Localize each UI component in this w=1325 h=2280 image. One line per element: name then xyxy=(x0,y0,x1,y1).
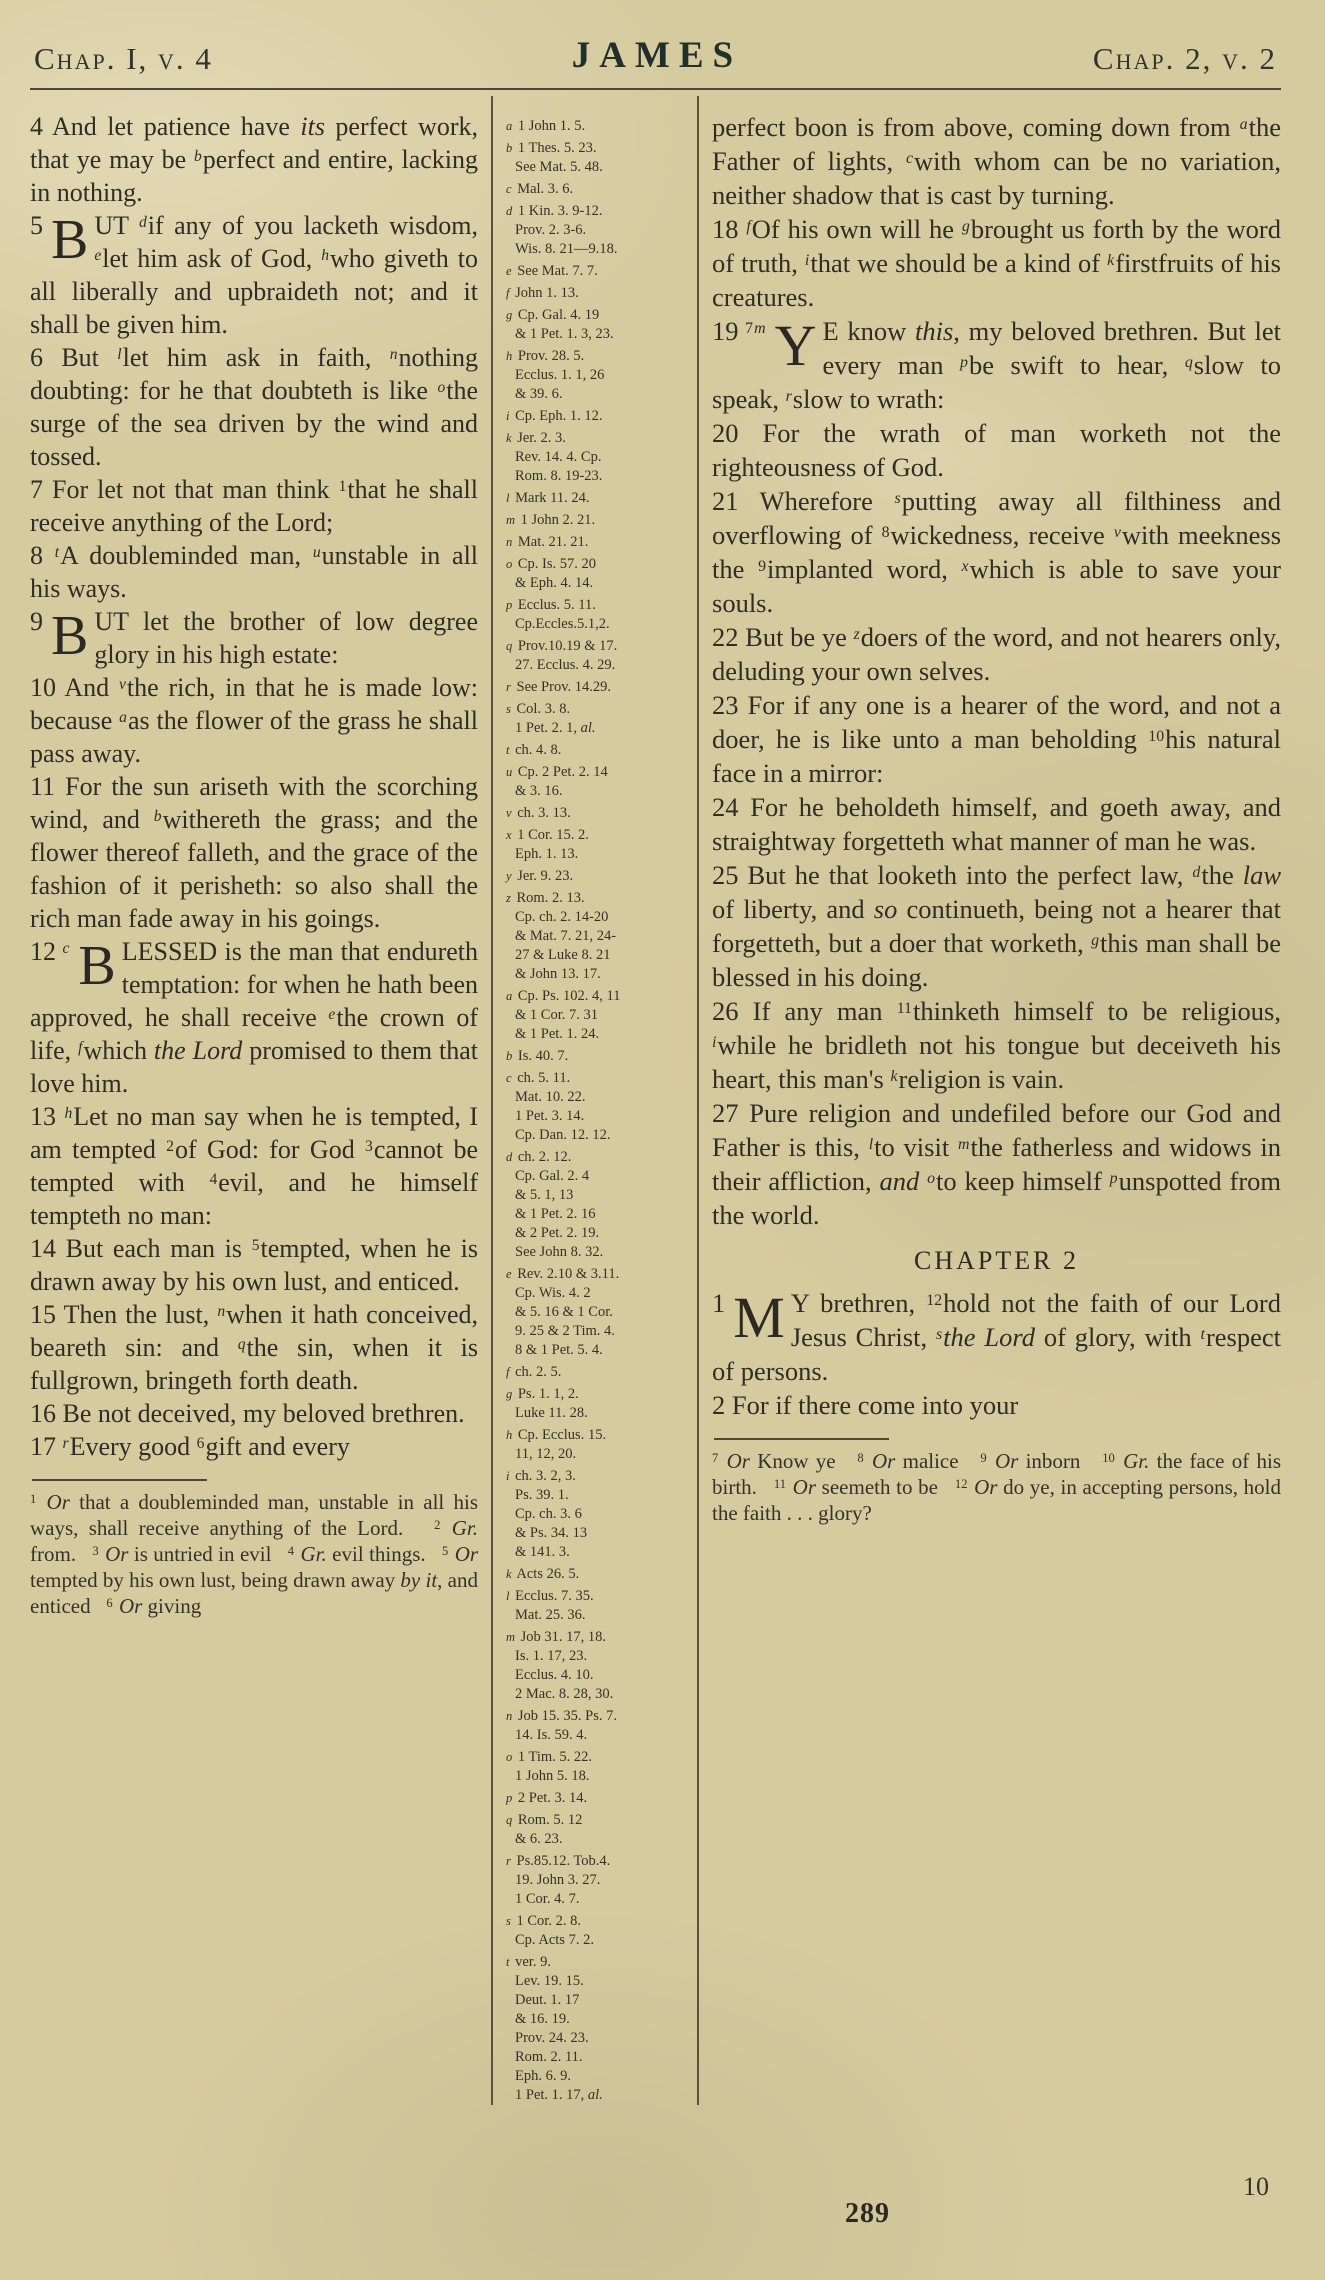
verse-paragraph: 12 $^c$ B LESSED is the man that endureth temptation: for when he hath been approved, he shall receive $^e$the crown of life, $^f$which the Lord promised to them that love him. xyxy=(30,935,478,1098)
cross-reference-line: m Job 31. 17, 18. xyxy=(506,1629,607,1645)
cross-reference-line: Cp. Dan. 12. 12. xyxy=(515,1127,611,1143)
reference-letter: b xyxy=(506,1049,513,1063)
reference-letter: l xyxy=(506,491,510,505)
verse-paragraph: perfect boon is from above, coming down from $^a$the Father of lights, $^c$with whom can be no variation, neither shadow that is cast by turning. xyxy=(712,112,1281,210)
footnote-rule xyxy=(714,1438,889,1440)
verse-paragraph: 24 For he beholdeth himself, and goeth away, and straightway forgetteth what manner of man he was. xyxy=(712,792,1281,856)
reference-letter: h xyxy=(506,1428,513,1442)
reference-letter: s xyxy=(506,702,511,716)
cross-reference-line: a Cp. Ps. 102. 4, 11 xyxy=(506,988,621,1004)
reference-letter: t xyxy=(506,1955,510,1969)
reference-letter: f xyxy=(506,1365,510,1379)
cross-reference-line: x 1 Cor. 15. 2. xyxy=(506,827,589,843)
cross-reference-line: f John 1. 13. xyxy=(506,285,579,301)
cross-reference-line: & 1 Cor. 7. 31 xyxy=(515,1007,598,1023)
reference-letter: d xyxy=(506,1150,513,1164)
verse-paragraph: 9 B UT let the brother of low degree glory in his high estate: xyxy=(30,605,478,669)
cross-reference-line: Ecclus. 1. 1, 26 xyxy=(515,367,605,383)
cross-reference-line: s 1 Cor. 2. 8. xyxy=(506,1913,581,1929)
cross-reference-line: h Prov. 28. 5. xyxy=(506,348,585,364)
drop-cap: B xyxy=(51,209,89,271)
reference-letter: k xyxy=(506,1567,512,1581)
cross-reference-line: Cp. Gal. 2. 4 xyxy=(515,1168,590,1184)
cross-reference-line: t ver. 9. xyxy=(506,1954,551,1970)
cross-reference-line: h Cp. Ecclus. 15. xyxy=(506,1427,607,1443)
cross-reference-line: 1 Cor. 4. 7. xyxy=(515,1891,580,1907)
reference-letter: m xyxy=(506,513,516,527)
cross-reference-line: & Mat. 7. 21, 24- xyxy=(515,928,617,944)
reference-letter: m xyxy=(506,1630,516,1644)
right-footnotes xyxy=(712,1438,1281,1526)
right-verse-text xyxy=(712,110,1281,1422)
cross-reference-line: u Cp. 2 Pet. 2. 14 xyxy=(506,764,608,780)
cross-reference-line: See Mat. 5. 48. xyxy=(515,159,603,175)
footnote-rule xyxy=(32,1479,207,1481)
cross-reference-line: m 1 John 2. 21. xyxy=(506,512,596,528)
right-text-column xyxy=(712,96,1281,2105)
cross-reference-line: 1 Pet. 2. 1, al. xyxy=(515,720,596,736)
page-columns xyxy=(30,96,1281,2105)
cross-reference-line: Eph. 1. 13. xyxy=(515,846,579,862)
verse-paragraph: 8 $^t$A doubleminded man, $^u$unstable in all his ways. xyxy=(30,541,479,603)
verse-paragraph: 18 $^f$Of his own will he $^g$brought us forth by the word of truth, $^i$that we should be a kind of $^k$firstfruits of his creatures. xyxy=(712,214,1282,312)
reference-letter: f xyxy=(506,286,510,300)
cross-reference-line: Deut. 1. 17 xyxy=(515,1992,580,2008)
signature-mark: 10 xyxy=(1243,2172,1269,2201)
left-verse-text xyxy=(30,110,478,1463)
reference-letter: v xyxy=(506,806,512,820)
reference-letter: b xyxy=(506,141,513,155)
cross-reference-line: d ch. 2. 12. xyxy=(506,1149,572,1165)
verse-paragraph: 20 For the wrath of man worketh not the righteousness of God. xyxy=(712,418,1281,482)
cross-reference-line: 14. Is. 59. 4. xyxy=(515,1727,588,1743)
cross-reference-line: Eph. 6. 9. xyxy=(515,2068,571,2084)
cross-reference-line: l Mark 11. 24. xyxy=(506,490,590,506)
left-text-column xyxy=(30,96,478,2105)
reference-letter: i xyxy=(506,1469,510,1483)
reference-letter: x xyxy=(506,828,512,842)
drop-cap: Y xyxy=(774,313,817,378)
cross-reference-line: 2 Mac. 8. 28, 30. xyxy=(515,1686,614,1702)
cross-reference-line: Cp. Acts 7. 2. xyxy=(515,1932,594,1948)
verse-number: 19 $^{7m}$ xyxy=(712,316,766,346)
cross-reference-line: Cp.Eccles.5.1,2. xyxy=(515,616,610,632)
cross-reference-line: y Jer. 9. 23. xyxy=(506,868,574,884)
cross-reference-line: 27. Ecclus. 4. 29. xyxy=(515,657,616,673)
cross-reference-line: 19. John 3. 27. xyxy=(515,1872,601,1888)
reference-letter: o xyxy=(506,1750,513,1764)
cross-reference-line: 11, 12, 20. xyxy=(515,1446,577,1462)
cross-reference-line: & 5. 1, 13 xyxy=(515,1187,574,1203)
cross-reference-line: & 1 Pet. 2. 16 xyxy=(515,1206,596,1222)
cross-reference-line: Rev. 14. 4. Cp. xyxy=(515,449,602,465)
column-divider-left xyxy=(491,96,493,2105)
verse-paragraph: 4 And let patience have its perfect work, that ye may be $^b$perfect and entire, lacking in nothing. xyxy=(30,112,478,207)
cross-reference-line: b Is. 40. 7. xyxy=(506,1048,569,1064)
cross-reference-line: a 1 John 1. 5. xyxy=(506,118,586,134)
verse-paragraph: 23 For if any one is a hearer of the word, and not a doer, he is like unto a man beholding $^{10}$his natural face in a mirror: xyxy=(712,690,1282,788)
cross-reference-line: k Jer. 2. 3. xyxy=(506,430,566,446)
verse-paragraph: 14 But each man is $^5$tempted, when he is drawn away by his own lust, and enticed. xyxy=(30,1234,478,1296)
reference-letter: y xyxy=(506,869,512,883)
verse-paragraph: 27 Pure religion and undefiled before our God and Father is this, $^l$to visit $^m$the fatherless and widows in their affliction, and $^o$to keep himself $^p$unspotted from the world. xyxy=(712,1098,1282,1230)
verse-paragraph: 19 $^{7m}$ Y E know this, my beloved brethren. But let every man $^p$be swift to hear, $^q$slow to speak, $^r$slow to wrath: xyxy=(712,313,1282,414)
cross-reference-line: & 1 Pet. 1. 24. xyxy=(515,1026,600,1042)
verse-paragraph: 26 If any man $^{11}$thinketh himself to be religious, $^i$while he bridleth not his tongue but deceiveth his heart, this man's $^k$religion is vain. xyxy=(712,996,1281,1094)
cross-reference-line: Mat. 10. 22. xyxy=(515,1089,586,1105)
reference-letter: q xyxy=(506,1813,513,1827)
verse-paragraph: 11 For the sun ariseth with the scorching wind, and $^b$withereth the grass; and the flower thereof falleth, and the grace of the fashion of it perisheth: so also shall the rich man fade away in his goings. xyxy=(30,772,478,933)
cross-reference-line: o 1 Tim. 5. 22. xyxy=(506,1749,593,1765)
cross-reference-line: t ch. 4. 8. xyxy=(506,742,562,758)
verse-paragraph: 15 Then the lust, $^n$when it hath conceived, beareth sin: and $^q$the sin, when it is fullgrown, bringeth forth death. xyxy=(30,1300,478,1395)
reference-letter: p xyxy=(506,598,513,612)
cross-reference-line: k Acts 26. 5. xyxy=(506,1566,580,1582)
cross-reference-line: & 6. 23. xyxy=(515,1831,563,1847)
running-header xyxy=(34,34,1277,77)
cross-reference-line: i ch. 3. 2, 3. xyxy=(506,1468,576,1484)
verse-paragraph: 6 But $^l$let him ask in faith, $^n$nothing doubting: for he that doubteth is like $^o$the surge of the sea driven by the wind and tossed. xyxy=(30,343,478,471)
verse-paragraph: 17 $^r$Every good $^6$gift and every xyxy=(30,1432,350,1461)
reference-letter: c xyxy=(506,182,512,196)
cross-reference-line: 8 & 1 Pet. 5. 4. xyxy=(515,1342,603,1358)
cross-reference-line: p 2 Pet. 3. 14. xyxy=(506,1790,588,1806)
reference-letter: q xyxy=(506,639,513,653)
cross-reference-line: Prov. 2. 3-6. xyxy=(515,222,587,238)
cross-reference-line: Rom. 8. 19-23. xyxy=(515,468,603,484)
cross-reference-line: d 1 Kin. 3. 9-12. xyxy=(506,203,603,219)
cross-reference-line: Is. 1. 17, 23. xyxy=(515,1648,588,1664)
cross-reference-line: & John 13. 17. xyxy=(515,966,601,982)
reference-letter: t xyxy=(506,743,510,757)
cross-reference-line: Luke 11. 28. xyxy=(515,1405,588,1421)
cross-reference-line: b 1 Thes. 5. 23. xyxy=(506,140,597,156)
cross-reference-line: q Rom. 5. 12 xyxy=(506,1812,583,1828)
verse-number: 12 $^c$ xyxy=(30,937,70,966)
cross-reference-line: v ch. 3. 13. xyxy=(506,805,571,821)
cross-reference-line: 27 & Luke 8. 21 xyxy=(515,947,611,963)
drop-cap: B xyxy=(78,935,116,997)
reference-letter: c xyxy=(506,1071,512,1085)
reference-letter: z xyxy=(506,891,511,905)
verse-paragraph: 10 And $^v$the rich, in that he is made low: because $^a$as the flower of the grass he shall pass away. xyxy=(30,673,479,768)
cross-reference-line: & Eph. 4. 14. xyxy=(515,575,594,591)
cross-reference-line: r Ps.85.12. Tob.4. xyxy=(506,1853,611,1869)
verse-number: 9 xyxy=(30,607,43,636)
cross-reference-line: z Rom. 2. 13. xyxy=(506,890,585,906)
cross-reference-line: Ecclus. 4. 10. xyxy=(515,1667,594,1683)
drop-cap: M xyxy=(733,1285,785,1350)
verse-number: 5 xyxy=(30,211,43,240)
verse-paragraph: 5 B UT $^d$if any of you lacketh wisdom, $^e$let him ask of God, $^h$who giveth to all liberally and upbraideth not; and it shall be given him. xyxy=(30,209,478,339)
cross-reference-line: n Mat. 21. 21. xyxy=(506,534,589,550)
reference-letter: u xyxy=(506,765,513,779)
cross-reference-line: 1 John 5. 18. xyxy=(515,1768,590,1784)
cross-reference-line: Cp. ch. 3. 6 xyxy=(515,1506,582,1522)
cross-reference-line: o Cp. Is. 57. 20 xyxy=(506,556,597,572)
book-title: JAMES xyxy=(571,35,743,76)
header-left-chapter: Chap. I, v. 4 xyxy=(34,41,213,76)
cross-reference-line: & 5. 16 & 1 Cor. xyxy=(515,1304,613,1320)
cross-reference-line: q Prov.10.19 & 17. xyxy=(506,638,618,654)
cross-reference-line: p Ecclus. 5. 11. xyxy=(506,597,596,613)
cross-reference-line: & 141. 3. xyxy=(515,1544,570,1560)
verse-number: 1 xyxy=(712,1288,726,1318)
cross-reference-line: Prov. 24. 23. xyxy=(515,2030,589,2046)
cross-reference-line: See John 8. 32. xyxy=(515,1244,604,1260)
cross-reference-line: & 3. 16. xyxy=(515,783,563,799)
right-footnote-text: $^7$ Or Know ye $^8$ Or malice $^9$ Or inborn $^{10}$ Gr. the face of his birth. $^{11}$ Or seemeth to be $^{12}$ Or do ye, in accepting persons, hold the faith . . . glory? xyxy=(712,1449,1282,1525)
reference-letter: g xyxy=(506,1387,513,1401)
header-rule xyxy=(30,88,1281,90)
verse-paragraph: 13 $^h$Let no man say when he is tempted, I am tempted $^2$of God: for God $^3$cannot be tempted with $^4$evil, and he himself tempteth no man: xyxy=(30,1102,478,1230)
reference-letter: i xyxy=(506,409,510,423)
cross-reference-line: g Ps. 1. 1, 2. xyxy=(506,1386,579,1402)
reference-letter: s xyxy=(506,1914,511,1928)
cross-reference-line: Mat. 25. 36. xyxy=(515,1607,586,1623)
cross-reference-line: & 2 Pet. 2. 19. xyxy=(515,1225,600,1241)
verse-paragraph: 1 M Y brethren, $^{12}$hold not the faith of our Lord Jesus Christ, $^s$the Lord of glory, with $^t$respect of persons. xyxy=(712,1285,1281,1386)
cross-reference-line: Cp. Wis. 4. 2 xyxy=(515,1285,591,1301)
reference-letter: o xyxy=(506,557,513,571)
header-right-chapter: Chap. 2, v. 2 xyxy=(1092,41,1277,76)
left-footnote-text: $^1$ Or that a doubleminded man, unstable in all his ways, shall receive anything of the Lord. $^2$ Gr. from. $^3$ Or is untried in evil $^4$ Gr. evil things. $^5$ Or tempted by his own lust, being drawn away by it, and enticed $^6$ Or giving xyxy=(30,1490,479,1618)
reference-letter: r xyxy=(506,680,511,694)
cross-reference-line: & 1 Pet. 1. 3, 23. xyxy=(515,326,614,342)
verse-paragraph: 25 But he that looketh into the perfect law, $^d$the law of liberty, and so continueth, being not a hearer that forgetteth, but a doer that worketh, $^g$this man shall be blessed in his doing. xyxy=(712,860,1282,992)
reference-letter: d xyxy=(506,204,513,218)
cross-reference-line: f ch. 2. 5. xyxy=(506,1364,562,1380)
reference-letter: e xyxy=(506,264,512,278)
cross-reference-line: & 16. 19. xyxy=(515,2011,570,2027)
reference-letter: r xyxy=(506,1854,511,1868)
cross-reference-line: Ps. 39. 1. xyxy=(515,1487,569,1503)
cross-reference-line: Rom. 2. 11. xyxy=(515,2049,583,2065)
left-footnotes xyxy=(30,1479,478,1619)
cross-reference-line: g Cp. Gal. 4. 19 xyxy=(506,307,600,323)
reference-letter: p xyxy=(506,1791,513,1805)
cross-reference-line: i Cp. Eph. 1. 12. xyxy=(506,408,603,424)
cross-reference-line: e Rev. 2.10 & 3.11. xyxy=(506,1266,620,1282)
reference-letter: h xyxy=(506,349,513,363)
cross-reference-line: s Col. 3. 8. xyxy=(506,701,571,717)
verse-paragraph: 22 But be ye $^z$doers of the word, and not hearers only, deluding your own selves. xyxy=(712,622,1282,686)
verse-paragraph: 16 Be not deceived, my beloved brethren. xyxy=(30,1399,465,1428)
cross-reference-line: Cp. ch. 2. 14-20 xyxy=(515,909,609,925)
cross-reference-column xyxy=(506,96,684,2105)
cross-reference-line: 1 Pet. 3. 14. xyxy=(515,1108,585,1124)
cross-reference-line: c ch. 5. 11. xyxy=(506,1070,571,1086)
cross-reference-line: 1 Pet. 1. 17, al. xyxy=(515,2087,603,2103)
reference-letter: e xyxy=(506,1267,512,1281)
reference-letter: a xyxy=(506,989,513,1003)
cross-reference-line: 9. 25 & 2 Tim. 4. xyxy=(515,1323,615,1339)
reference-letter: n xyxy=(506,1709,513,1723)
chapter-heading: CHAPTER 2 xyxy=(914,1246,1079,1275)
reference-letter: a xyxy=(506,119,513,133)
column-divider-right xyxy=(697,96,699,2105)
reference-letter: g xyxy=(506,308,513,322)
cross-reference-line: n Job 15. 35. Ps. 7. xyxy=(506,1708,617,1724)
drop-cap: B xyxy=(51,605,89,667)
reference-letter: n xyxy=(506,535,513,549)
verse-paragraph: 21 Wherefore $^s$putting away all filthiness and overflowing of $^8$wickedness, receive $^v$with meekness the $^9$implanted word, $^x$which is able to save your souls. xyxy=(712,486,1282,618)
verse-paragraph: 2 For if there come into your xyxy=(712,1390,1019,1420)
reference-letter: k xyxy=(506,431,512,445)
cross-reference-line: r See Prov. 14.29. xyxy=(506,679,612,695)
cross-reference-line: Lev. 19. 15. xyxy=(515,1973,584,1989)
cross-reference-line: & 39. 6. xyxy=(515,386,563,402)
cross-reference-line: e See Mat. 7. 7. xyxy=(506,263,598,279)
cross-reference-line: c Mal. 3. 6. xyxy=(506,181,574,197)
reference-letter: l xyxy=(506,1589,510,1603)
cross-reference-line: & Ps. 34. 13 xyxy=(515,1525,588,1541)
verse-paragraph: 7 For let not that man think $^1$that he shall receive anything of the Lord; xyxy=(30,475,478,537)
cross-reference-line: Wis. 8. 21—9.18. xyxy=(515,241,618,257)
cross-reference-line: l Ecclus. 7. 35. xyxy=(506,1588,594,1604)
page-number: 289 xyxy=(845,2198,890,2229)
